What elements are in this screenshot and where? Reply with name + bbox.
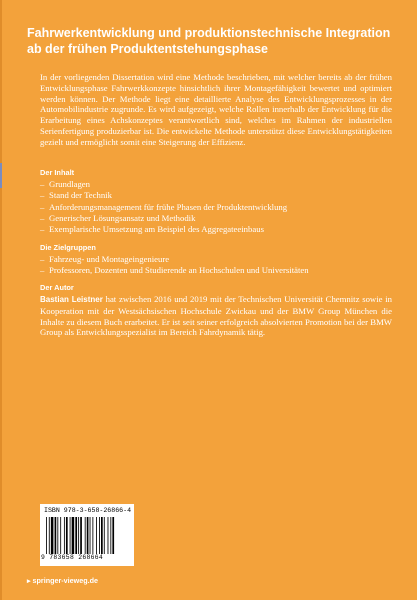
list-item: – Stand der Technik: [40, 190, 392, 201]
barcode-bar: [57, 517, 58, 554]
barcode-number: 9 783658 268664: [41, 554, 104, 561]
publisher-url: springer-vieweg.de: [32, 576, 99, 585]
barcode-bar: [87, 517, 89, 554]
barcode-bar: [108, 517, 109, 554]
spine-edge: [0, 0, 2, 600]
list-item: – Grundlagen: [40, 179, 392, 190]
barcode-icon: [46, 517, 128, 554]
barcode-bar: [64, 517, 65, 554]
inhalt-list: [40, 179, 392, 235]
barcode-bar: [60, 517, 61, 554]
author-name: Bastian Leistner: [40, 295, 103, 304]
barcode-bar: [90, 517, 91, 554]
barcode-bar: [85, 517, 86, 554]
barcode-bar: [101, 517, 103, 554]
barcode-bar: [92, 517, 93, 554]
barcode-bar: [46, 517, 47, 554]
list-item: – Anforderungsmanagement für frühe Phasen der Produktentwicklung: [40, 202, 392, 213]
author-paragraph: [40, 294, 392, 338]
barcode-bar: [51, 517, 54, 554]
zielgruppen-heading: Die Zielgruppen: [40, 243, 96, 252]
list-item: – Exemplarische Umsetzung am Beispiel des Aggregateeinbaus: [40, 224, 392, 235]
barcode-bar: [55, 517, 57, 554]
publisher-link[interactable]: [27, 576, 98, 585]
accent-bar: [0, 163, 2, 188]
list-item: – Generischer Lösungsansatz und Methodik: [40, 213, 392, 224]
barcode-bar: [75, 517, 77, 554]
list-item: – Professoren, Dozenten und Studierende an Hochschulen und Universitäten: [40, 265, 392, 276]
barcode-bar: [72, 517, 75, 554]
intro-paragraph: In der vorliegenden Dissertation wird eine Methode beschrieben, mit welcher bereits ab der frühen Entwicklungsphase Fahrwerkkonzepte hinsichtlich ihrer Montagefähigkeit bewertet und optimiert werden können. Der Methode liegt eine detaillierte Analyse des Entwicklungsprozesses in der Automobilindustrie zugrunde. Es wird aufgezeigt, welche Rollen innerhalb der Entwicklung für die Erarbeitung eines Achskonzeptes verantwortlich sind, welches im Rahmen der industriellen Serienfertigung produzierbar ist. Die entwickelte Methode unterstützt diese Entwicklungstätigkeiten gezielt und ermöglicht somit eine Steigerung der Effizienz.: [40, 72, 392, 147]
barcode-bar: [110, 517, 111, 554]
barcode-bar: [78, 517, 79, 554]
barcode-bar: [80, 517, 82, 554]
barcode-panel: [40, 504, 134, 566]
isbn-label: ISBN 978-3-658-26866-4: [44, 507, 132, 514]
triangle-right-icon: ▸: [27, 578, 31, 585]
barcode-bar: [96, 517, 97, 554]
barcode-bar: [112, 517, 114, 554]
list-item: – Fahrzeug- und Montageingenieure: [40, 254, 392, 265]
book-title: Fahrwerkentwicklung und produktionstechnische Integration ab der frühen Produktentstehungsphase: [27, 26, 391, 56]
barcode-bar: [66, 517, 68, 554]
zielgruppen-list: [40, 254, 392, 277]
barcode-bar: [70, 517, 71, 554]
autor-heading: Der Autor: [40, 283, 74, 292]
author-bio: hat zwischen 2016 und 2019 mit der Technischen Universität Chemnitz sowie in Kooperation mit der Westsächsischen Hochschule Zwickau und der BMW Group München die Inhalte zu diesem Buch erarbeitet. Er ist seit seiner erfolgreich absolvierten Promotion bei der BMW Group als Entwicklungsspezialist im Bereich Fahrdynamik tätig.: [40, 294, 392, 338]
barcode-bar: [49, 517, 50, 554]
barcode-bar: [104, 517, 105, 554]
inhalt-heading: Der Inhalt: [40, 168, 75, 177]
barcode-bar: [99, 517, 100, 554]
